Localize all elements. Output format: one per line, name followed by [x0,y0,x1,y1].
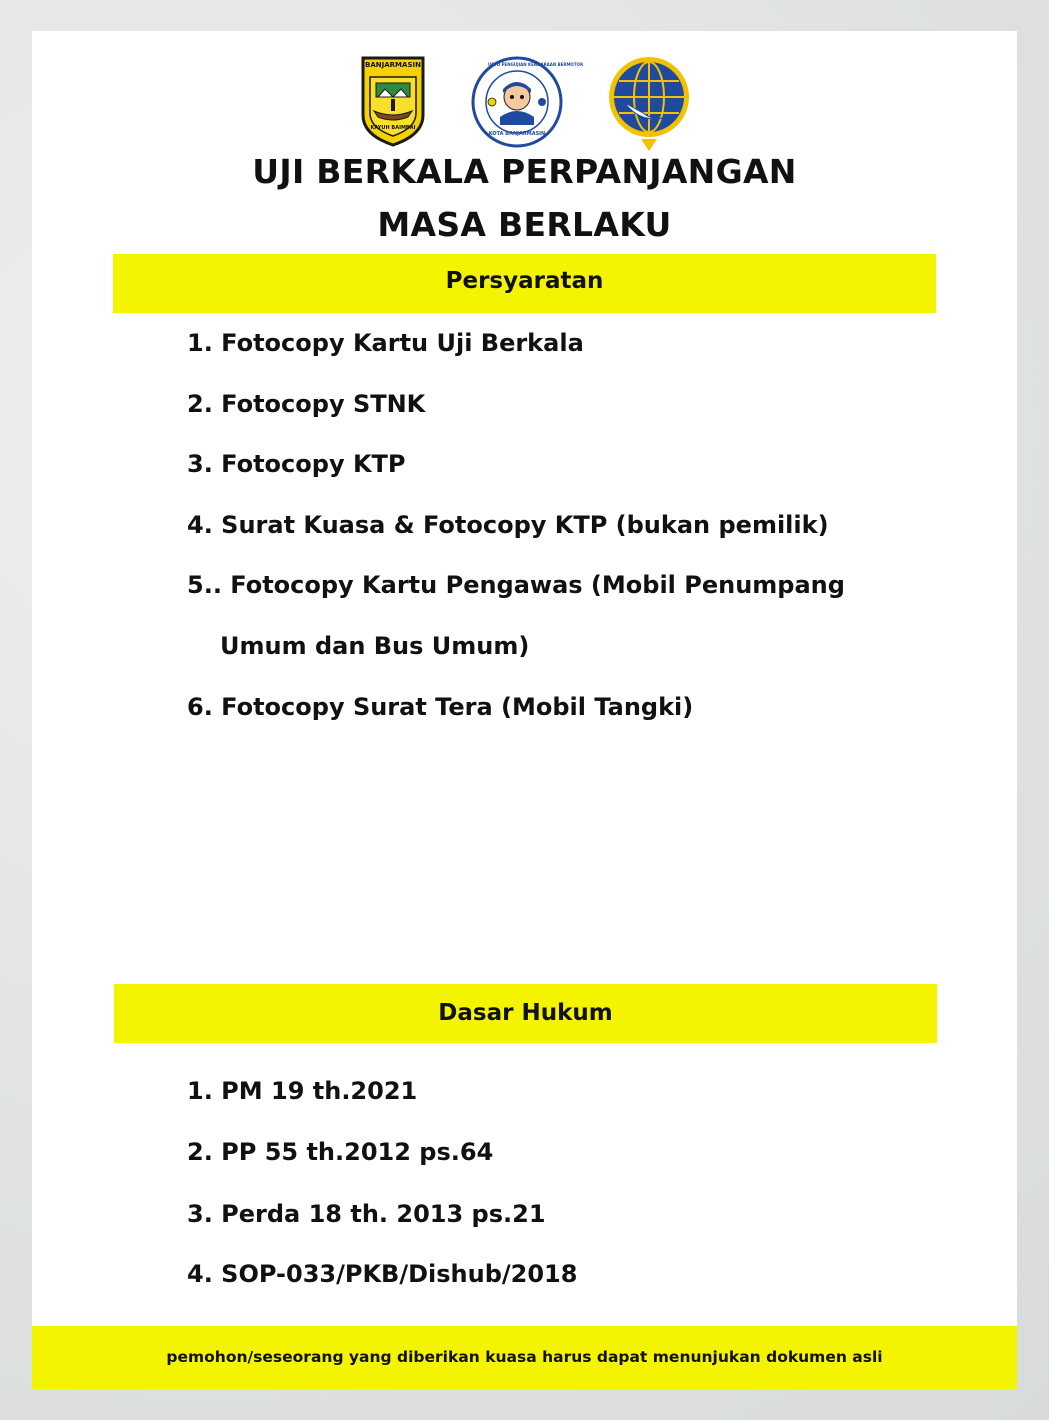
legal-basis-item: 2. PP 55 th.2012 ps.64 [187,1138,494,1166]
legal-basis-item: 3. Perda 18 th. 2013 ps.21 [187,1200,546,1228]
requirement-item: 5.. Fotocopy Kartu Pengawas (Mobil Penumpang [187,571,845,599]
title-line-1: UJI BERKALA PERPANJANGAN [252,152,797,191]
requirements-heading: Persyaratan [113,254,936,313]
requirement-item: 3. Fotocopy KTP [187,450,406,478]
requirement-item: 2. Fotocopy STNK [187,390,426,418]
legal-basis-item: 1. PM 19 th.2021 [187,1077,418,1105]
banjarmasin-bottom-text: KAYUH BAIMBAI [370,125,416,131]
title-line-2: MASA BERLAKU [377,205,672,244]
poster-card [32,31,1017,1389]
dishub-logo [603,53,695,153]
requirement-item-continuation: Umum dan Bus Umum) [220,632,530,660]
logo-row [32,45,1017,155]
requirement-item: 1. Fotocopy Kartu Uji Berkala [187,329,584,357]
footer-note: pemohon/seseorang yang diberikan kuasa harus dapat menunjukan dokumen asli [32,1326,1017,1389]
banjarmasin-logo [360,55,426,147]
uptd-ring-text: UPTD PENGUJIAN KENDARAAN BERMOTOR [488,62,584,67]
uptd-pkb-logo [470,55,584,149]
legal-basis-item: 4. SOP-033/PKB/Dishub/2018 [187,1260,578,1288]
requirement-item: 6. Fotocopy Surat Tera (Mobil Tangki) [187,693,694,721]
requirement-item: 4. Surat Kuasa & Fotocopy KTP (bukan pemilik) [187,511,829,539]
banjarmasin-top-text: BANJARMASIN [365,61,421,69]
uptd-bottom-text: KOTA BANJARMASIN [488,131,546,137]
legal-basis-heading: Dasar Hukum [114,984,937,1043]
